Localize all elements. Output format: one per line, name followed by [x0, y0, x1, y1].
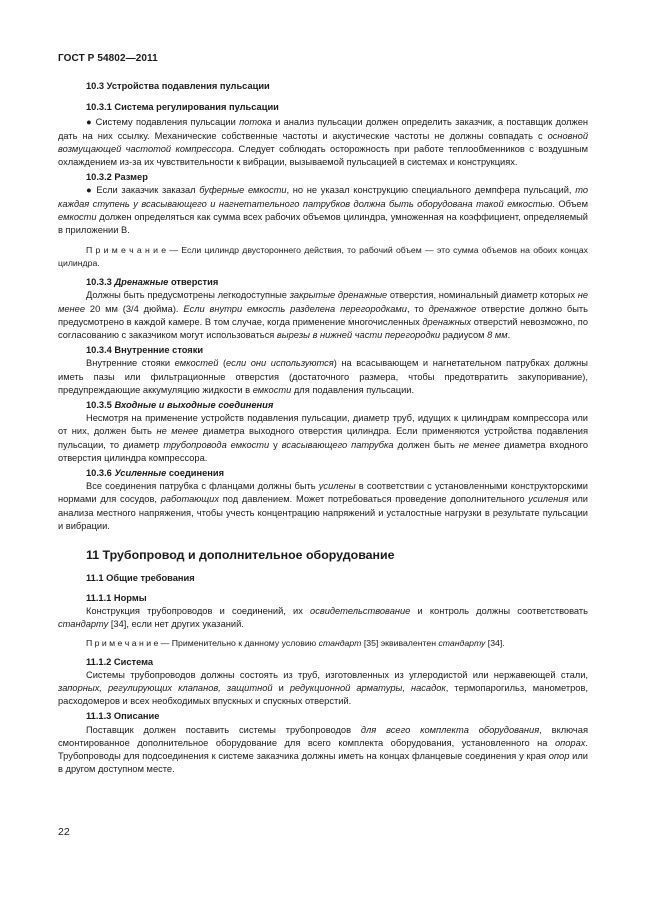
section-10-3-4-paragraph: Внутренние стояки емкостей (если они используются) на всасывающем и нагнетательном патрубках должны иметь пазы или фильтрационные отверстия (достаточного размера, чтобы предотвратить закупоривание), предупреждающие аккумуляцию жидкости в емкости для подавления пульсации. [58, 358, 588, 395]
section-10-3-5-paragraph: Несмотря на применение устройств подавления пульсации, диаметр труб, идущих к цилиндрам компрессора или от них, должен быть не менее диаметра выходного отверстия цилиндра. Если применяются устройства подавления пульсации, то диаметр трубопровода емкости у всасывающего патрубка должен быть не менее диаметра входного отверстия цилиндра компрессора. [58, 413, 589, 463]
section-11-1-2-paragraph: Системы трубопроводов должны состоять из труб, изготовленных из углеродистой или нержавеющей стали, запорных, регулирующих клапанов, защитной и редукционной арматуры, насадок, термопарогильз, манометров, расходомеров и всех необходимых впускных и спускных отверстий. [58, 669, 588, 707]
section-10-3-2-paragraph: ● Если заказчик заказал буферные емкости, но не указал конструкцию специального демпфера пульсаций, то каждая ступень у всасывающего и нагнетательного патрубков должна быть оборудована такой емкостью. Объем емкости должен определяться как сумма всех рабочих объемов цилиндра, умноженная на коэффициент, определяемый в приложении В. [58, 185, 588, 236]
section-10-3-5-heading: 10.3.5 Входные и выходные соединения [86, 400, 274, 411]
section-10-3-1-paragraph: ● Систему подавления пульсации потока и анализ пульсации должен определить заказчик, а поставщик должен дать на них ссылку. Механические собственные частоты и акустические частоты не должны совпадать с основной возмущающей частотой компрессора. Следует соблюдать осторожность при работе теплообменников с воздушным охлаждением из-за их чувствительности к вибрации, вызываемой пульсацией в системах и конструкциях. [58, 117, 588, 168]
section-10-3-heading: 10.3 Устройства подавления пульсации [86, 81, 270, 91]
section-10-3-3-heading: 10.3.3 Дренажные отверстия [86, 277, 219, 288]
section-10-3-4-heading: 10.3.4 Внутренние стояки [86, 345, 204, 356]
document-standard-id: ГОСТ Р 54802—2011 [58, 53, 158, 64]
section-10-3-2-heading: 10.3.2 Размер [86, 172, 148, 183]
section-11-1-3-heading: 11.1.3 Описание [86, 711, 160, 722]
section-10-3-6-paragraph: Все соединения патрубка с фланцами должны быть усилены в соответствии с установленными конструкторскими нормами для сосудов, работающих под давлением. Может потребоваться проведение дополнительного усиления или анализа местного напряжения, чтобы учесть концентрацию напряжений и усталостные нагрузки в результате пульсации и вибрации. [58, 481, 588, 531]
section-11-1-1-heading: 11.1.1 Нормы [86, 592, 147, 603]
section-10-3-3-paragraph: Должны быть предусмотрены легкодоступные закрытые дренажные отверстия, номинальный диаметр которых не менее 20 мм (3/4 дюйма). Если внутри емкость разделена перегородками, то дренажное отверстие должно быть предусмотрено в каждой камере. В том случае, когда применение многочисленных дренажных отверстий невозможно, по согласованию с заказчиком могут использоваться вырезы в нижней части перегородки радиусом 8 мм. [58, 290, 589, 341]
section-10-3-1-heading: 10.3.1 Система регулирования пульсации [86, 102, 279, 113]
section-11-1-2-heading: 11.1.2 Система [86, 656, 154, 667]
section-10-3-2-note: П р и м е ч а н и е — Если цилиндр двустороннего действия, то рабочий объем — это сумма объемов на обоих концах цилиндра. [58, 245, 588, 268]
page-body [58, 80, 588, 776]
section-10-3-6-heading: 10.3.6 Усиленные соединения [86, 468, 225, 479]
section-11-1-3-paragraph: Поставщик должен поставить системы трубопроводов для всего комплекта оборудования, включая смонтированное дополнительное оборудование для всего комплекта оборудования, установленного на опорах. Трубопроводы для подсоединения к системе заказчика должны иметь на концах фланцевые соединения у края опор или в другом доступном месте. [58, 724, 588, 775]
section-11-heading: 11 Трубопровод и дополнительное оборудование [86, 548, 395, 563]
section-11-1-1-note: П р и м е ч а н и е — Применительно к данному условию стандарт [35] эквивалентен стандарту [34]. [86, 638, 505, 649]
page-number: 22 [58, 826, 70, 838]
section-11-1-heading: 11.1 Общие требования [86, 573, 195, 584]
section-11-1-1-paragraph: Конструкция трубопроводов и соединений, их освидетельствование и контроль должны соответствовать стандарту [34], если нет других указаний. [58, 605, 589, 629]
